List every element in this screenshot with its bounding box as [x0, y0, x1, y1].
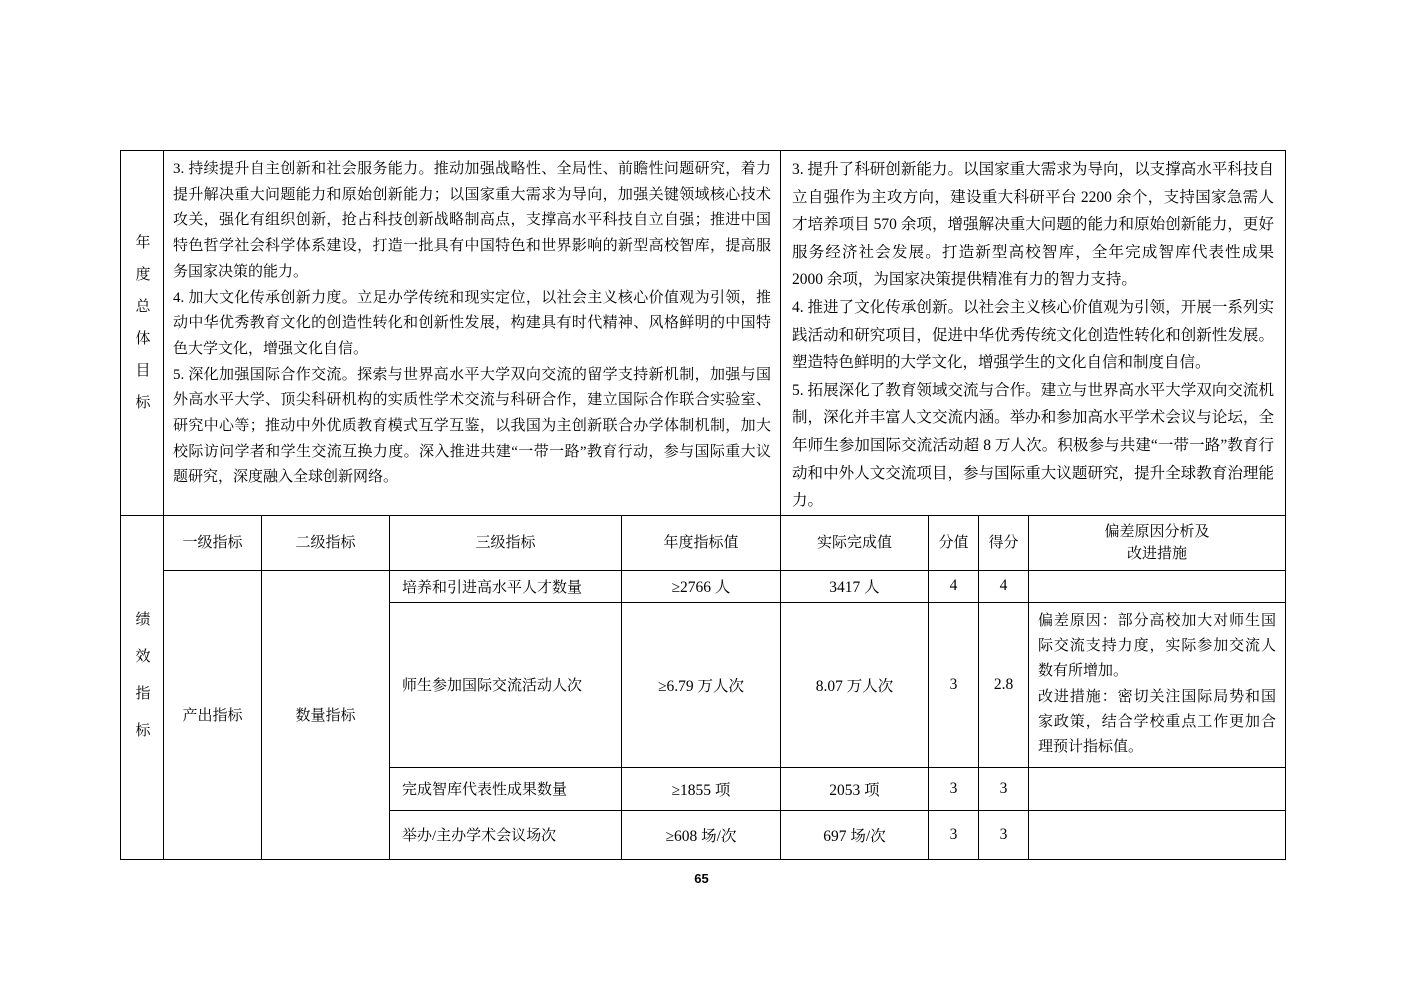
goal-item-3-left: 3. 持续提升自主创新和社会服务能力。推动加强战略性、全局性、前瞻性问题研究，着力提升解决重大问题能力和原始创新能力；以国家重大需求为导向，加强关键领域核心技术攻关，强化有组织创新，抢占科技创新战略制高点，支撑高水平科技自立自强；推进中国特色哲学社会科学体系建设，打造一批具有中国特色和世界影响的新型高校智库，提高服务国家决策的能力。	[173, 161, 771, 280]
indicator-deviation	[1029, 602, 1286, 767]
goal-item-4-left: 4. 加大文化传承创新力度。立足办学传统和现实定位，以社会主义核心价值观为引领，推动中华优秀教育文化的创造性转化和创新性发展，构建具有时代精神、风格鲜明的中国特色大学文化，增强文化自信。	[173, 289, 771, 357]
indicator-score: 3	[979, 767, 1029, 810]
indicator-target: ≥1855 项	[622, 767, 781, 810]
indicator-name: 培养和引进高水平人才数量	[390, 570, 622, 602]
indicator-score-value: 3	[929, 602, 979, 767]
header-deviation-line2: 改进措施	[1126, 545, 1187, 562]
indicator-deviation	[1029, 767, 1286, 810]
indicator-actual: 8.07 万人次	[781, 602, 929, 767]
indicator-score: 2.8	[979, 602, 1029, 767]
header-score: 得分	[979, 515, 1029, 570]
performance-indicators-table	[120, 515, 1286, 860]
header-level1: 一级指标	[164, 515, 262, 570]
annual-goals-left-column	[164, 151, 781, 516]
level1-value-cell: 产出指标	[164, 570, 262, 859]
annual-goals-right-column	[781, 151, 1286, 516]
indicator-score: 3	[979, 810, 1029, 859]
indicator-target: ≥6.79 万人次	[622, 602, 781, 767]
indicator-score: 4	[979, 570, 1029, 602]
goal-item-5-right: 5. 拓展深化了教育领域交流与合作。建立与世界高水平大学双向交流机制，深化并丰富人文交流内涵。举办和参加高水平学术会议与论坛，全年师生参加国际交流活动超 8 万人次。积极参与共建“一带一路”教育行动和中外人文交流项目，参与国际重大议题研究，提升全球教育治理能力。	[792, 381, 1274, 510]
indicator-score-value: 3	[929, 767, 979, 810]
indicator-name: 师生参加国际交流活动人次	[390, 602, 622, 767]
level2-value-cell: 数量指标	[262, 570, 390, 859]
header-deviation-line1: 偏差原因分析及	[1104, 523, 1210, 540]
indicator-actual: 2053 项	[781, 767, 929, 810]
indicator-name: 完成智库代表性成果数量	[390, 767, 622, 810]
goal-item-5-left: 5. 深化加强国际合作交流。探索与世界高水平大学双向交流的留学支持新机制，加强与国外高水平大学、顶尖科研机构的实质性学术交流与科研合作，建立国际合作联合实验室、研究中心等；推动中外优质教育模式互学互鉴，以我国为主创新联合办学体制机制，加大校际访问学者和学生交流互换力度。深入推进共建“一带一路”教育行动，参与国际重大议题研究，深度融入全球创新网络。	[173, 366, 771, 486]
annual-goals-row-label: 年度总体目标	[133, 234, 150, 427]
report-tables	[120, 150, 1285, 860]
indicator-target: ≥2766 人	[622, 570, 781, 602]
annual-goals-row-label-cell	[121, 151, 164, 516]
indicator-score-value: 4	[929, 570, 979, 602]
header-annual-target: 年度指标值	[622, 515, 781, 570]
performance-row-label: 绩效指标	[133, 610, 150, 759]
goal-item-3-right: 3. 提升了科研创新能力。以国家重大需求为导向，以支撑高水平科技自立自强作为主攻方向，建设重大科研平台 2200 余个，支持国家急需人才培养项目 570 余项，增强解决重大问题的能力和原始创新能力，更好服务经济社会发展。打造新型高校智库，全年完成智库代表性成果 2000 余项，为国家决策提供精准有力的智力支持。	[792, 161, 1274, 289]
deviation-reason: 偏差原因：部分高校加大对师生国际交流支持力度，实际参加交流人数有所增加。	[1038, 612, 1276, 680]
annual-goals-table	[120, 150, 1286, 516]
page-number: 65	[694, 871, 709, 886]
header-deviation	[1029, 515, 1286, 570]
indicator-score-value: 3	[929, 810, 979, 859]
header-level2: 二级指标	[262, 515, 390, 570]
header-actual: 实际完成值	[781, 515, 929, 570]
indicator-actual: 697 场/次	[781, 810, 929, 859]
indicator-target: ≥608 场/次	[622, 810, 781, 859]
indicator-actual: 3417 人	[781, 570, 929, 602]
indicator-name: 举办/主办学术会议场次	[390, 810, 622, 859]
indicator-deviation	[1029, 570, 1286, 602]
header-level3: 三级指标	[390, 515, 622, 570]
table-row	[121, 570, 1286, 602]
indicator-deviation	[1029, 810, 1286, 859]
goal-item-4-right: 4. 推进了文化传承创新。以社会主义核心价值观为引领，开展一系列实践活动和研究项目，促进中华优秀传统文化创造性转化和创新性发展。塑造特色鲜明的大学文化，增强学生的文化自信和制度自信。	[792, 298, 1274, 372]
header-score-value: 分值	[929, 515, 979, 570]
deviation-measure: 改进措施：密切关注国际局势和国家政策，结合学校重点工作更加合理预计指标值。	[1038, 688, 1276, 756]
performance-row-label-cell	[121, 515, 164, 859]
